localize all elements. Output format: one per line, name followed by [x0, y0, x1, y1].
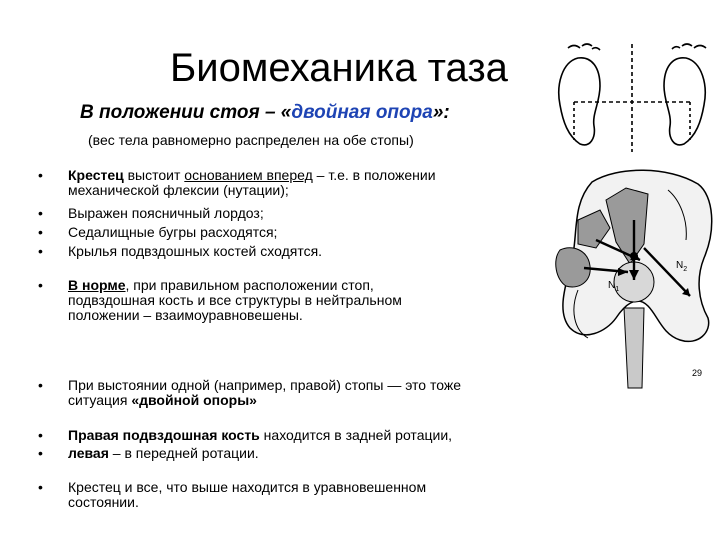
bullet-dot: •	[38, 427, 43, 443]
bullet-text: подвздошная кость и все структуры в нейтральном	[68, 292, 402, 308]
bullet-text: Седалищные бугры расходятся;	[68, 224, 278, 240]
bullet-text: состоянии.	[68, 494, 139, 510]
bullet-text: выстоит	[123, 167, 185, 183]
bullet-text: – в передней ротации.	[108, 445, 259, 461]
bullet-underlined: основанием вперед	[184, 167, 313, 183]
bullet-strong: В норме	[68, 277, 126, 293]
bullet-strong: «двойной опоры»	[131, 392, 257, 408]
pelvis-illustration	[548, 160, 716, 392]
subtitle-suffix: »:	[432, 102, 450, 123]
bullet-strong: левая	[68, 445, 109, 461]
bullet-text: Крылья подвздошных костей сходятся.	[68, 243, 323, 259]
bullet-dot: •	[38, 243, 43, 259]
bullet-dot: •	[38, 167, 43, 183]
bullet-text: – т.е. в положении	[312, 167, 436, 183]
femur-shaft	[624, 308, 644, 388]
left-footprint	[559, 58, 600, 145]
bullet-dot: •	[38, 224, 43, 240]
figure-number: 29	[692, 368, 703, 378]
bullet-dot: •	[38, 277, 43, 293]
bullet-text: механической флексии (нутации);	[68, 182, 289, 198]
bullet-dot: •	[38, 377, 43, 393]
subtitle	[80, 102, 550, 124]
subtitle-note: (вес тела равномерно распределен на обе стопы)	[88, 132, 414, 148]
bullet-text: , при правильном расположении стоп,	[125, 277, 374, 293]
subtitle-accent: двойная опора	[291, 102, 433, 123]
slide-title: Биомеханика таза	[170, 46, 508, 90]
label-n2: $N_2$	[676, 260, 688, 273]
bullet-strong: Правая подвздошная кость	[68, 427, 260, 443]
bullet-text: ситуация	[68, 392, 132, 408]
bullet-dot: •	[38, 479, 43, 495]
bullet-text: находится в задней ротации,	[259, 427, 453, 443]
right-footprint	[664, 58, 705, 145]
bullet-strong: Крестец	[68, 167, 124, 183]
label-n1: $N_1$	[608, 280, 620, 293]
bullet-text: Крестец и все, что выше находится в уравновешенном	[68, 479, 427, 495]
bullet-text: Выражен поясничный лордоз;	[68, 205, 264, 221]
bullet-text: При выстоянии одной (например, правой) стопы — это тоже	[68, 377, 462, 393]
bullet-text: положении – взаимоуравновешены.	[68, 307, 303, 323]
footprints-illustration	[548, 40, 716, 158]
bullet-dot: •	[38, 445, 43, 461]
bullet-dot: •	[38, 205, 43, 221]
subtitle-prefix: В положении стоя – «	[80, 102, 292, 123]
